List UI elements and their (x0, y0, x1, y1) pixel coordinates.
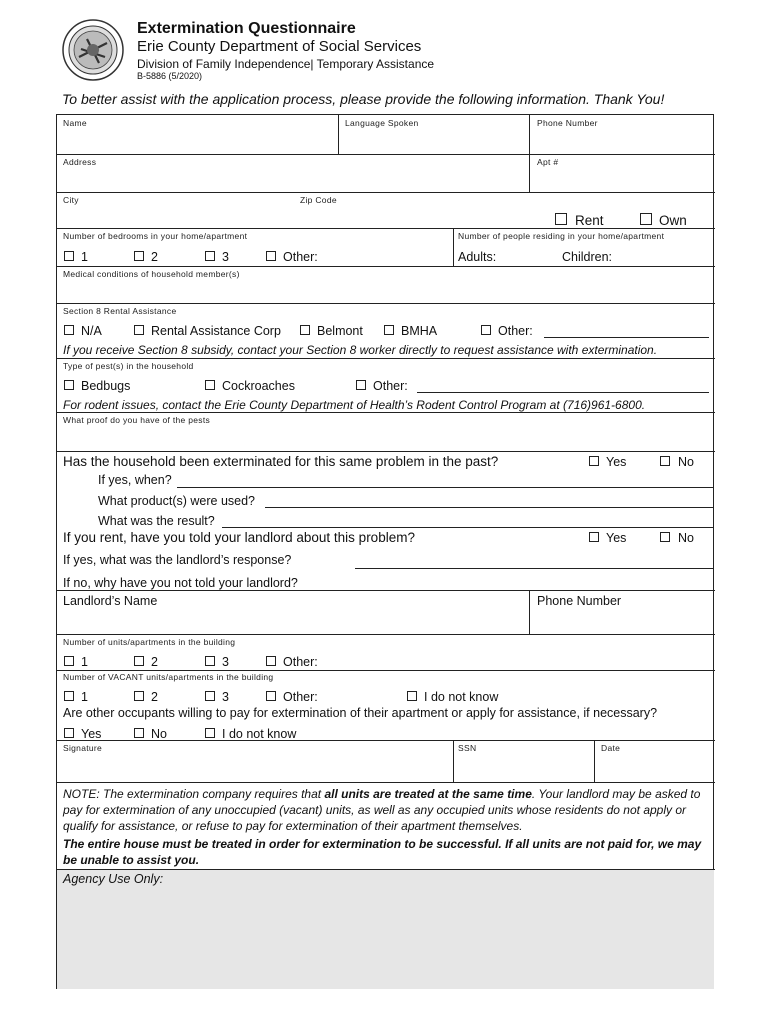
units-other-checkbox[interactable] (266, 656, 276, 666)
exterminated-no-checkbox[interactable] (660, 456, 670, 466)
vacant-other-label: Other: (283, 690, 318, 704)
own-checkbox[interactable] (640, 213, 652, 225)
bedrooms-other-checkbox[interactable] (266, 251, 276, 261)
division-name: Division of Family Independence| Temporary Assistance (137, 57, 435, 71)
landlord-yes-label: Yes (606, 531, 627, 545)
phone-label: Phone Number (537, 118, 598, 128)
section8-label: Section 8 Rental Assistance (63, 306, 177, 316)
occupants-yes-label: Yes (81, 727, 102, 741)
own-label: Own (659, 213, 687, 228)
section8-bmha-checkbox[interactable] (384, 325, 394, 335)
children-label: Children: (562, 250, 613, 264)
landlord-no-label: No (678, 531, 694, 545)
landlord-response-label: If yes, what was the landlord’s response? (63, 553, 292, 567)
vacant-1-label: 1 (81, 690, 88, 704)
section8-other-label: Other: (498, 324, 533, 338)
units-3-label: 3 (222, 655, 229, 669)
occupants-dont-know-checkbox[interactable] (205, 728, 215, 738)
bedrooms-3-checkbox[interactable] (205, 251, 215, 261)
rent-checkbox[interactable] (555, 213, 567, 225)
exterminated-yes-label: Yes (606, 455, 627, 469)
pest-other-checkbox[interactable] (356, 380, 366, 390)
occupants-no-checkbox[interactable] (134, 728, 144, 738)
section8-bmha-label: BMHA (401, 324, 438, 338)
section8-rac-label: Rental Assistance Corp (151, 324, 281, 338)
bedrooms-other-label: Other: (283, 250, 318, 264)
why-not-label: If no, why have you not told your landlord? (63, 576, 298, 590)
vacant-dont-know-checkbox[interactable] (407, 691, 417, 701)
section8-note: If you receive Section 8 subsidy, contact your Section 8 worker directly to request assistance with extermination. (63, 343, 658, 357)
note-bold-warning: The entire house must be treated in order for extermination to be successful. If all units are not paid for, we may be unable to assist you. (63, 837, 702, 867)
landlord-no-checkbox[interactable] (660, 532, 670, 542)
when-label: If yes, when? (98, 473, 172, 487)
exterminated-question: Has the household been exterminated for this same problem in the past? (63, 454, 499, 469)
people-label: Number of people residing in your home/apartment (458, 231, 665, 241)
result-line[interactable] (222, 527, 713, 528)
section8-na-label: N/A (81, 324, 102, 338)
cockroaches-label: Cockroaches (222, 379, 295, 393)
intro-text: To better assist with the application process, please provide the following information. Thank You! (62, 91, 665, 107)
date-label: Date (601, 743, 621, 753)
occupants-question: Are other occupants willing to pay for extermination of their apartment or apply for assistance, if necessary? (63, 706, 658, 720)
result-label: What was the result? (98, 514, 215, 528)
department-name: Erie County Department of Social Services (137, 38, 422, 55)
units-2-label: 2 (151, 655, 158, 669)
cockroaches-checkbox[interactable] (205, 380, 215, 390)
bedrooms-3-label: 3 (222, 250, 229, 264)
vacant-dont-know-label: I do not know (424, 690, 499, 704)
bedbugs-checkbox[interactable] (64, 380, 74, 390)
vacant-2-checkbox[interactable] (134, 691, 144, 701)
landlord-question: If you rent, have you told your landlord about this problem? (63, 530, 415, 545)
county-seal-logo (62, 19, 124, 81)
units-3-checkbox[interactable] (205, 656, 215, 666)
pest-other-line[interactable] (417, 392, 709, 393)
bedrooms-label: Number of bedrooms in your home/apartment (63, 231, 248, 241)
section8-rac-checkbox[interactable] (134, 325, 144, 335)
form-number: B-5886 (5/2020) (137, 71, 203, 81)
medical-label: Medical conditions of household member(s) (63, 269, 240, 279)
agency-use-label: Agency Use Only: (63, 872, 164, 886)
address-label: Address (63, 157, 97, 167)
adults-label: Adults: (458, 250, 497, 264)
products-label: What product(s) were used? (98, 494, 256, 508)
section8-belmont-label: Belmont (317, 324, 363, 338)
ssn-label: SSN (458, 743, 477, 753)
occupants-yes-checkbox[interactable] (64, 728, 74, 738)
bedrooms-2-label: 2 (151, 250, 158, 264)
vacant-3-checkbox[interactable] (205, 691, 215, 701)
zip-label: Zip Code (300, 195, 337, 205)
bedrooms-1-checkbox[interactable] (64, 251, 74, 261)
units-other-label: Other: (283, 655, 318, 669)
landlord-response-line[interactable] (355, 568, 713, 569)
exterminated-yes-checkbox[interactable] (589, 456, 599, 466)
landlord-yes-checkbox[interactable] (589, 532, 599, 542)
section8-belmont-checkbox[interactable] (300, 325, 310, 335)
pest-type-label: Type of pest(s) in the household (63, 361, 194, 371)
landlord-phone-label: Phone Number (537, 594, 622, 608)
exterminated-no-label: No (678, 455, 694, 469)
vacant-1-checkbox[interactable] (64, 691, 74, 701)
questionnaire-form (56, 114, 714, 989)
section8-na-checkbox[interactable] (64, 325, 74, 335)
note-text: NOTE: The extermination company requires that all units are treated at the same time. Your landlord may be asked to pay for extermination of any unoccupied (vacant) units, as well as any occupied units whose residents do not apply or qualify for assistance, or refuse to pay for extermination of their apartment themselves. (63, 787, 701, 833)
section8-other-checkbox[interactable] (481, 325, 491, 335)
occupants-no-label: No (151, 727, 167, 741)
landlord-name-label: Landlord’s Name (63, 594, 158, 608)
rodent-note: For rodent issues, contact the Erie County Department of Health’s Rodent Control Program at (716)961-6800. (63, 398, 646, 412)
bedrooms-1-label: 1 (81, 250, 88, 264)
when-line[interactable] (177, 487, 713, 488)
name-label: Name (63, 118, 87, 128)
form-title: Extermination Questionnaire (137, 20, 356, 37)
signature-label: Signature (63, 743, 103, 753)
units-label: Number of units/apartments in the building (63, 637, 236, 647)
bedbugs-label: Bedbugs (81, 379, 131, 393)
units-1-checkbox[interactable] (64, 656, 74, 666)
rent-label: Rent (575, 213, 604, 228)
units-2-checkbox[interactable] (134, 656, 144, 666)
vacant-3-label: 3 (222, 690, 229, 704)
language-label: Language Spoken (345, 118, 419, 128)
bedrooms-2-checkbox[interactable] (134, 251, 144, 261)
pest-other-label: Other: (373, 379, 408, 393)
section8-other-line[interactable] (544, 337, 709, 338)
agency-use-area (57, 870, 714, 989)
products-line[interactable] (265, 507, 713, 508)
vacant-other-checkbox[interactable] (266, 691, 276, 701)
units-1-label: 1 (81, 655, 88, 669)
vacant-label: Number of VACANT units/apartments in the building (63, 672, 274, 682)
occupants-dont-know-label: I do not know (222, 727, 297, 741)
vacant-2-label: 2 (151, 690, 158, 704)
city-label: City (63, 195, 79, 205)
apt-label: Apt # (537, 157, 559, 167)
proof-label: What proof do you have of the pests (63, 415, 211, 425)
